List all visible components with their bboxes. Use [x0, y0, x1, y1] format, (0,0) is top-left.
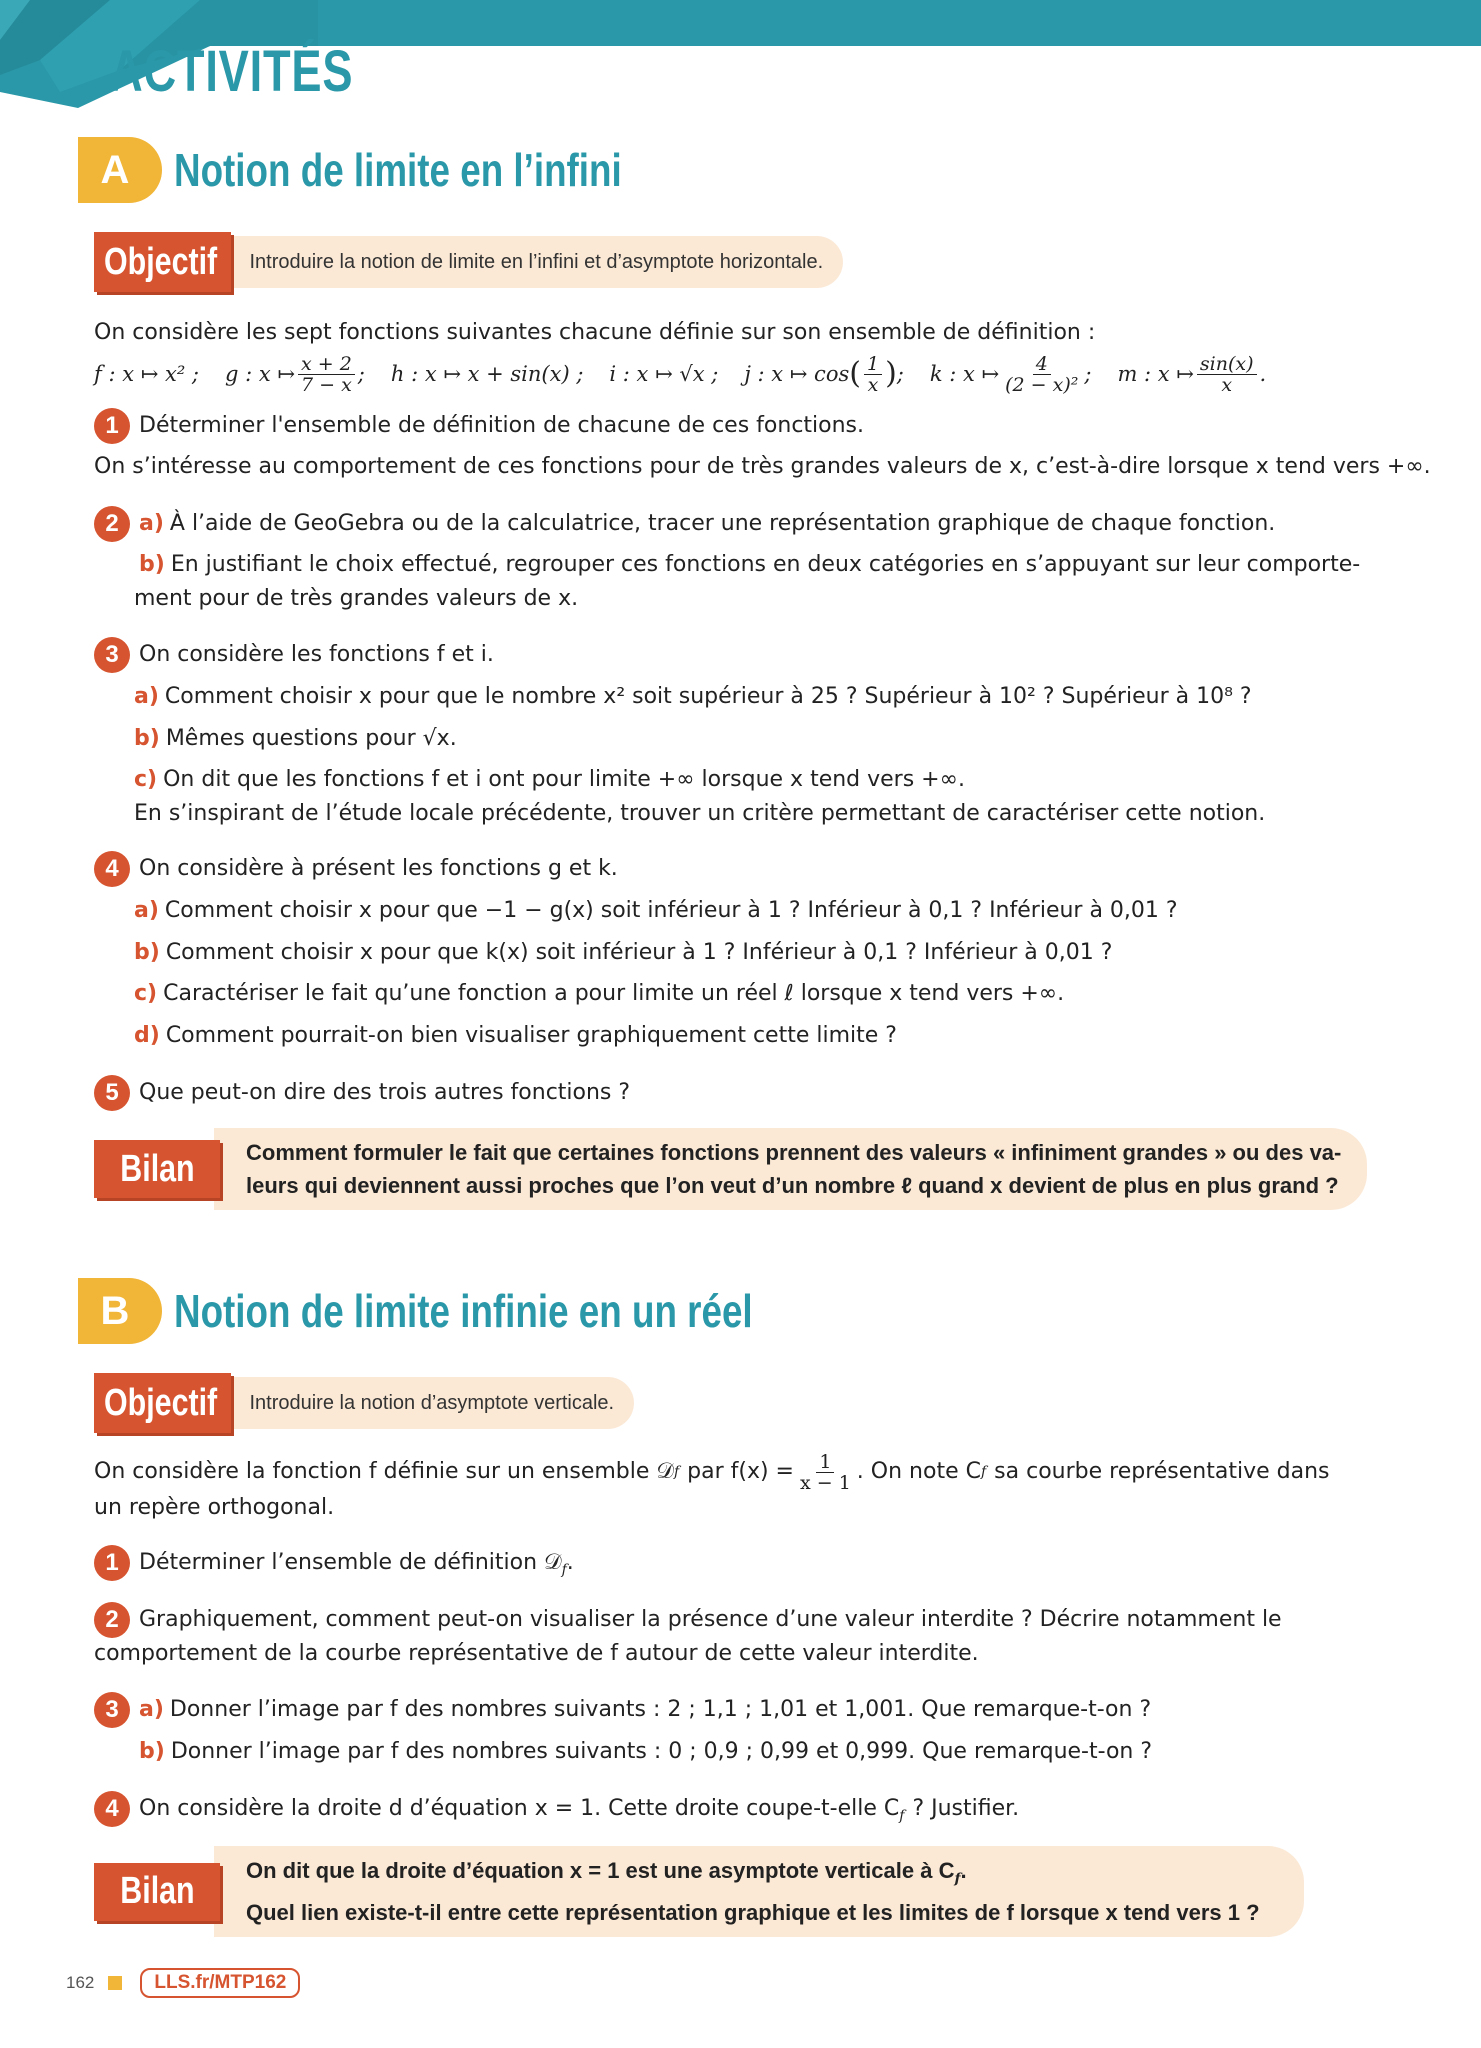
section-b-intro: On considère la fonction f définie sur un ensemble 𝒟 f par f(x) = $\frac{1}{x - 1}$ . On note C f sa courbe représentative dans	[94, 1450, 1330, 1494]
section-b-objective	[94, 1373, 634, 1433]
bilan-label: Bilan	[94, 1863, 220, 1921]
section-a-bilan	[94, 1128, 1367, 1210]
intro-text: On considère les sept fonctions suivantes chacune définie sur son ensemble de définition :	[94, 320, 1096, 345]
function-f: f : x ↦ x² ;	[94, 362, 199, 386]
transition-text: On s’intéresse au comportement de ces fonctions pour de très grandes valeurs de x, c’est-à-dire lorsque x tend vers +∞.	[94, 454, 1431, 479]
question-b3a: a) Donner l’image par f des nombres suivants : 2 ; 1,1 ; 1,01 et 1,001. Que remarque-t-on ?	[139, 1697, 1152, 1722]
question-number-a4: 4	[94, 851, 130, 887]
objective-label: Objectif	[94, 1373, 231, 1433]
bilan-text: Comment formuler le fait que certaines fonctions prennent des valeurs « infiniment grandes » ou des va- leurs qui deviennent aussi proches que l’on veut d’un nombre ℓ quand x devient de plus en plus grand ?	[214, 1128, 1367, 1210]
section-a-header	[78, 137, 734, 203]
question-number-a5: 5	[94, 1075, 130, 1111]
function-k-fraction: $\frac{4}{\text{(2 − x)²}}$	[1005, 352, 1079, 396]
function-j-name: j : x ↦ cos	[744, 362, 850, 386]
page-number: 162	[66, 1973, 95, 1992]
section-b-title: Notion de limite infinie en un réel	[174, 1285, 753, 1337]
function-h: h : x ↦ x + sin(x) ;	[390, 362, 584, 386]
header-band	[318, 0, 1481, 46]
question-number-b4: 4	[94, 1791, 130, 1827]
intro-fraction: $\frac{1}{x - 1}$	[799, 1450, 851, 1494]
question-a4a: a) Comment choisir x pour que −1 − g(x) soit inférieur à 1 ? Inférieur à 0,1 ? Inférieur à 0,01 ?	[134, 898, 1178, 923]
function-g-name: g : x ↦	[225, 362, 295, 386]
section-a-title: Notion de limite en l’infini	[174, 144, 622, 196]
section-a-objective	[94, 232, 843, 292]
question-b3b: b) Donner l’image par f des nombres suivants : 0 ; 0,9 ; 0,99 et 0,999. Que remarque-t-on ?	[139, 1739, 1153, 1764]
question-number-a1: 1	[94, 408, 130, 444]
question-a2b: b) En justifiant le choix effectué, regrouper ces fonctions en deux catégories en s’appuyant sur leur comporte-	[139, 552, 1361, 577]
question-number-b3: 3	[94, 1692, 130, 1728]
question-a3a: a) Comment choisir x pour que le nombre x² soit supérieur à 25 ? Supérieur à 10² ? Supérieur à 10⁸ ?	[134, 684, 1252, 709]
section-b-bilan	[94, 1846, 1304, 1937]
question-a3b: b) Mêmes questions pour √x.	[134, 726, 457, 751]
question-a3: On considère les fonctions f et i.	[139, 642, 494, 667]
function-g-fraction: $\frac{x + 2}{7 - x}$	[298, 354, 355, 395]
bilan-text: On dit que la droite d’équation x = 1 est une asymptote verticale à $C_f$. Quel lien existe-t-il entre cette représentation graphique et les limites de f lorsque x tend vers 1 ?	[214, 1846, 1304, 1937]
section-b-badge: B	[78, 1278, 162, 1344]
question-a3c-cont: En s’inspirant de l’étude locale précédente, trouver un critère permettant de caractériser cette notion.	[134, 801, 1266, 826]
functions-line: f : x ↦ x² ; g : x ↦ $\frac{x + 2}{7 - x}$ ; h : x ↦ x + sin(x) ; i : x ↦ √x ; j : x ↦ cos ( $\frac{1}{x}$ ) ; k : x ↦ $\frac{4}{\text{(2 − x)²}}$ ; m : x ↦ $\frac{\sin(x)}{x}$ .	[94, 352, 1267, 396]
section-b-header	[78, 1278, 897, 1344]
bilan-label: Bilan	[94, 1140, 220, 1198]
function-m-fraction: $\frac{\sin(x)}{x}$	[1197, 354, 1257, 395]
section-a-badge: A	[78, 137, 162, 203]
objective-label: Objectif	[94, 232, 231, 292]
square-icon	[108, 1976, 122, 1990]
question-a4b: b) Comment choisir x pour que k(x) soit inférieur à 1 ? Inférieur à 0,1 ? Inférieur à 0,01 ?	[134, 940, 1113, 965]
question-b4: On considère la droite d d’équation x = 1. Cette droite coupe-t-elle $C_f$ ? Justifier.	[139, 1796, 1020, 1824]
question-a4c: c) Caractériser le fait qu’une fonction a pour limite un réel ℓ lorsque x tend vers +∞.	[134, 981, 1065, 1006]
question-a3c: c) On dit que les fonctions f et i ont pour limite +∞ lorsque x tend vers +∞.	[134, 767, 965, 792]
question-a2b-cont: ment pour de très grandes valeurs de x.	[134, 586, 579, 611]
question-a2a: a) À l’aide de GeoGebra ou de la calculatrice, tracer une représentation graphique de chaque fonction.	[139, 511, 1276, 536]
question-number-a2: 2	[94, 506, 130, 542]
question-b2: Graphiquement, comment peut-on visualiser la présence d’une valeur interdite ? Décrire notamment le	[139, 1607, 1282, 1632]
resource-link[interactable]: LLS.fr/MTP162	[140, 1968, 300, 1998]
function-m-name: m : x ↦	[1117, 362, 1194, 386]
question-a5: Que peut-on dire des trois autres fonctions ?	[139, 1080, 631, 1105]
page-title: ACTIVITÉS	[110, 39, 354, 104]
question-b2-cont: comportement de la courbe représentative de f autour de cette valeur interdite.	[94, 1641, 979, 1666]
question-b1: Déterminer l’ensemble de définition 𝒟$_f$.	[139, 1550, 574, 1578]
function-j-fraction: $\frac{1}{x}$	[864, 354, 882, 395]
question-number-b1: 1	[94, 1545, 130, 1581]
objective-text: Introduire la notion de limite en l’infini et d’asymptote horizontale.	[225, 236, 843, 288]
function-i: i : x ↦ √x ;	[609, 362, 719, 386]
question-a4d: d) Comment pourrait-on bien visualiser graphiquement cette limite ?	[134, 1023, 897, 1048]
objective-text: Introduire la notion d’asymptote verticale.	[225, 1377, 634, 1429]
section-b-intro-cont: un repère orthogonal.	[94, 1495, 335, 1520]
question-a1: Déterminer l'ensemble de définition de chacune de ces fonctions.	[139, 413, 865, 438]
question-number-b2: 2	[94, 1602, 130, 1638]
question-a4: On considère à présent les fonctions g et k.	[139, 856, 618, 881]
question-number-a3: 3	[94, 637, 130, 673]
page-footer	[66, 1968, 300, 1998]
function-k-name: k : x ↦	[929, 362, 1000, 386]
